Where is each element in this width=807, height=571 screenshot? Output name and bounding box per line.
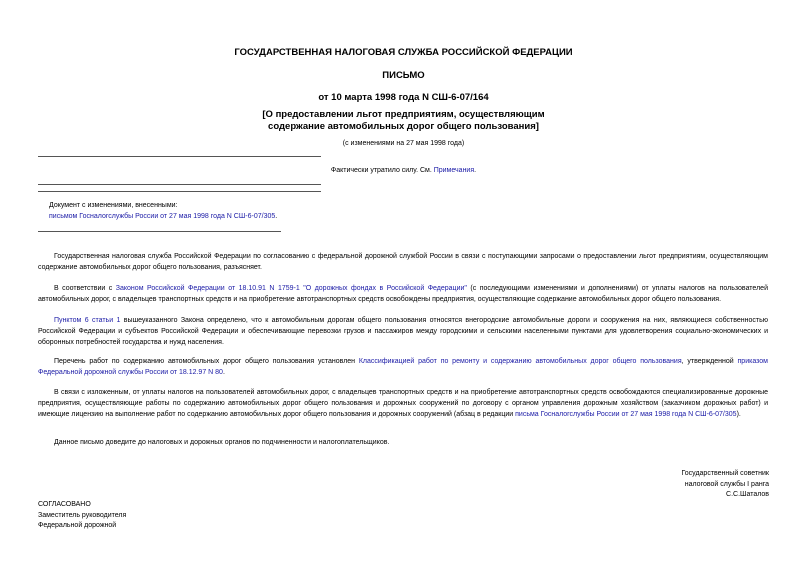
p5-text-b: ). [736,410,741,418]
order-link[interactable]: приказом Федеральной дорожной службы России от 18.12.97 N 80 [38,358,768,376]
letter-link[interactable]: письма Госналогслужбы России от 27 мая 1998 года N СШ-6-07/305 [515,410,737,418]
signature-line3: С.С.Шаталов [726,491,769,498]
agreed-block [38,500,126,532]
status-text: Фактически утратило силу. См. [330,167,434,174]
paragraph-6: Данное письмо доведите до налоговых и дорожных органов по подчиненности и налогоплательщиков. [54,439,390,446]
paragraph-5 [38,388,768,421]
signature-block [681,469,769,501]
doc-title-line2: содержание автомобильных дорог общего пользования] [268,121,539,133]
agreed-line3: Федеральной дорожной [38,522,117,529]
p4-text-c: . [222,368,225,376]
status-notes-link[interactable]: Примечания [433,167,475,174]
doc-title-line1: [О предоставлении льгот предприятиям, осуществляющим [262,109,545,120]
paragraph-2 [38,284,768,306]
status-note [0,166,807,177]
p5-text-a: В связи с изложенным, от уплаты налогов на пользователей автомобильных дорог, с владельцев транспортных средств и на приобретение автотранспортных средств освобождаются специализированные дорожные предприятия, осуществляющие работы по содержанию автомобильных дорог общего пользования и дорожных сооружений по договору с органом управления дорожным хозяйством (заказчиком дорожных работ) и имеющие лицензию на выполнение работ по содержанию автомобильных дорог общего пользования и дорожных сооружений (абзац в редакции [38,389,768,418]
changes-label: Документ с изменениями, внесенными: [49,202,178,209]
p4-text-a: Перечень работ по содержанию автомобильных дорог общего пользования установлен [54,358,359,365]
p4-text-b: , утвержденной [681,358,738,365]
agreed-line1: СОГЛАСОВАНО [38,501,91,508]
p2-text-b: (с последующими изменениями и дополнениями) от уплаты налогов на пользователей автомобильных дорог, с владельцев транспортных средств и на приобретение автотранспортных средств освобождены предприятия, осуществляющие содержание автомобильных дорог общего пользования. [38,285,768,303]
changes-block [49,201,277,222]
agreed-line2: Заместитель руководителя [38,511,127,519]
changes-tail: . [275,212,278,220]
status-tail: . [474,167,477,174]
doc-type: ПИСЬМО [382,70,425,81]
paragraph-4 [38,357,768,379]
p2-text-a: В соответствии с [54,285,116,292]
doc-title [0,109,807,134]
signature-line2: налоговой службы I ранга [684,480,769,488]
classification-link[interactable]: Классификацией работ по ремонту и содержанию автомобильных дорог общего пользования [358,358,682,365]
paragraph-1: Государственная налоговая служба Российской Федерации по согласованию с федеральной дорожной службой России в связи с поступающими запросами о предоставлении льгот предприятиям, осуществляющим содержание автомобильных дорог общего пользования, разъясняет. [38,253,768,271]
law-link[interactable]: Законом Российской Федерации от 18.10.91 N 1759-1 "О дорожных фондах в Российской Федерации" [115,285,467,292]
p3-text-b: вышеуказанного Закона определено, что к автомобильным дорогам общего пользования относятся внегородские автомобильные дороги и сооружения на них, являющиеся собственностью Российской Федерации и субъектов Российской Федерации и обеспечивающие перевозки грузов и пассажиров между городскими и сельскими населенными пунктами для удовлетворения социально-экономических и оборонных потребностей государства и нужд населения. [38,317,768,346]
org-title: ГОСУДАРСТВЕННАЯ НАЛОГОВАЯ СЛУЖБА РОССИЙСКОЙ ФЕДЕРАЦИИ [234,47,573,58]
signature-line1: Государственный советник [681,470,769,477]
paragraph-3 [38,316,768,349]
article-link[interactable]: Пунктом 6 статьи 1 [54,317,121,324]
divider [38,231,281,232]
divider [38,156,321,157]
divider [38,191,321,192]
divider [38,184,321,185]
amendments-note: (с изменениями на 27 мая 1998 года) [342,140,465,147]
changes-link[interactable]: письмом Госналогслужбы России от 27 мая 1998 года N СШ-6-07/305 [49,212,276,220]
doc-date-number: от 10 марта 1998 года N СШ-6-07/164 [318,92,489,103]
